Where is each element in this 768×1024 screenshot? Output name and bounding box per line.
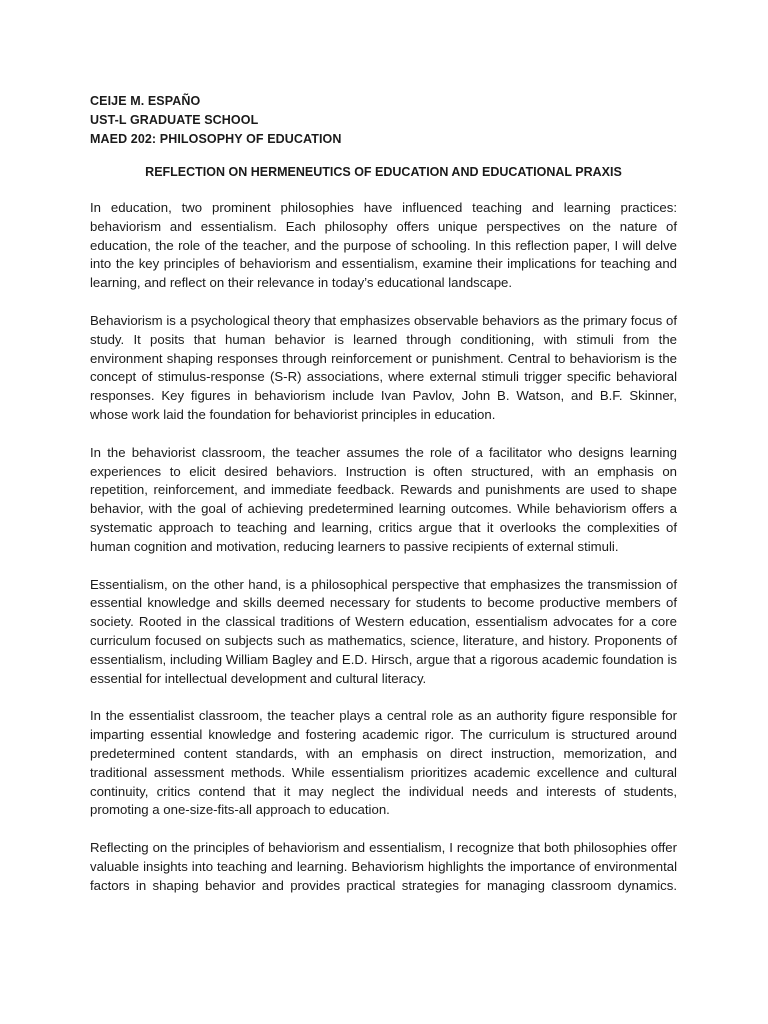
document-page (90, 92, 677, 909)
school-name: UST-L GRADUATE SCHOOL (90, 113, 259, 127)
document-title: REFLECTION ON HERMENEUTICS OF EDUCATION AND EDUCATIONAL PRAXIS (145, 165, 622, 179)
course-name: MAED 202: PHILOSOPHY OF EDUCATION (90, 132, 342, 146)
paragraph-behaviorism-definition: Behaviorism is a psychological theory that emphasizes observable behaviors as the primary focus of study. It posits that human behavior is learned through conditioning, with stimuli from the environment shaping responses through reinforcement or punishment. Central to behaviorism is the concept of stimulus-response (S-R) associations, where external stimuli trigger specific behavioral responses. Key figures in behaviorism include Ivan Pavlov, John B. Watson, and B.F. Skinner, whose work laid the foundation for behaviorist principles in education. (90, 312, 677, 422)
paragraph-essentialist-classroom: In the essentialist classroom, the teacher plays a central role as an authority figure responsible for imparting essential knowledge and fostering academic rigor. The curriculum is structured around predetermined content standards, with an emphasis on direct instruction, memorization, and traditional assessment methods. While essentialism prioritizes academic excellence and cultural continuity, critics contend that it may neglect the individual needs and interests of students, promoting a one-size-fits-all approach to education. (90, 708, 677, 818)
paragraph-behaviorist-classroom: In the behaviorist classroom, the teacher assumes the role of a facilitator who designs learning experiences to elicit desired behaviors. Instruction is often structured, with an emphasis on repetition, reinforcement, and immediate feedback. Rewards and punishments are used to shape behavior, with the goal of achieving predetermined learning outcomes. While behaviorism offers a systematic approach to teaching and learning, critics argue that it overlooks the complexities of human cognition and motivation, reducing learners to passive recipients of external stimuli. (90, 444, 677, 554)
paragraph-intro: In education, two prominent philosophies have influenced teaching and learning practices: behaviorism and essentialism. Each philosophy offers unique perspectives on the nature of education, the role of the teacher, and the purpose of schooling. In this reflection paper, I will delve into the key principles of behaviorism and essentialism, examine their implications for teaching and learning, and reflect on their relevance in today’s educational landscape. (90, 200, 677, 291)
paragraph-essentialism-definition: Essentialism, on the other hand, is a philosophical perspective that emphasizes the transmission of essential knowledge and skills deemed necessary for students to become productive members of society. Rooted in the classical traditions of Western education, essentialism advocates for a core curriculum focused on subjects such as mathematics, science, literature, and history. Proponents of essentialism, including William Bagley and E.D. Hirsch, argue that a rigorous academic foundation is essential for intellectual development and cultural literacy. (90, 576, 677, 686)
paragraph-reflection: Reflecting on the principles of behaviorism and essentialism, I recognize that both philosophies offer valuable insights into teaching and learning. Behaviorism highlights the importance of environmental factors in shaping behavior and provides practical strategies for managing classroom dynamics. (90, 840, 677, 893)
author-name: CEIJE M. ESPAÑO (90, 94, 201, 108)
